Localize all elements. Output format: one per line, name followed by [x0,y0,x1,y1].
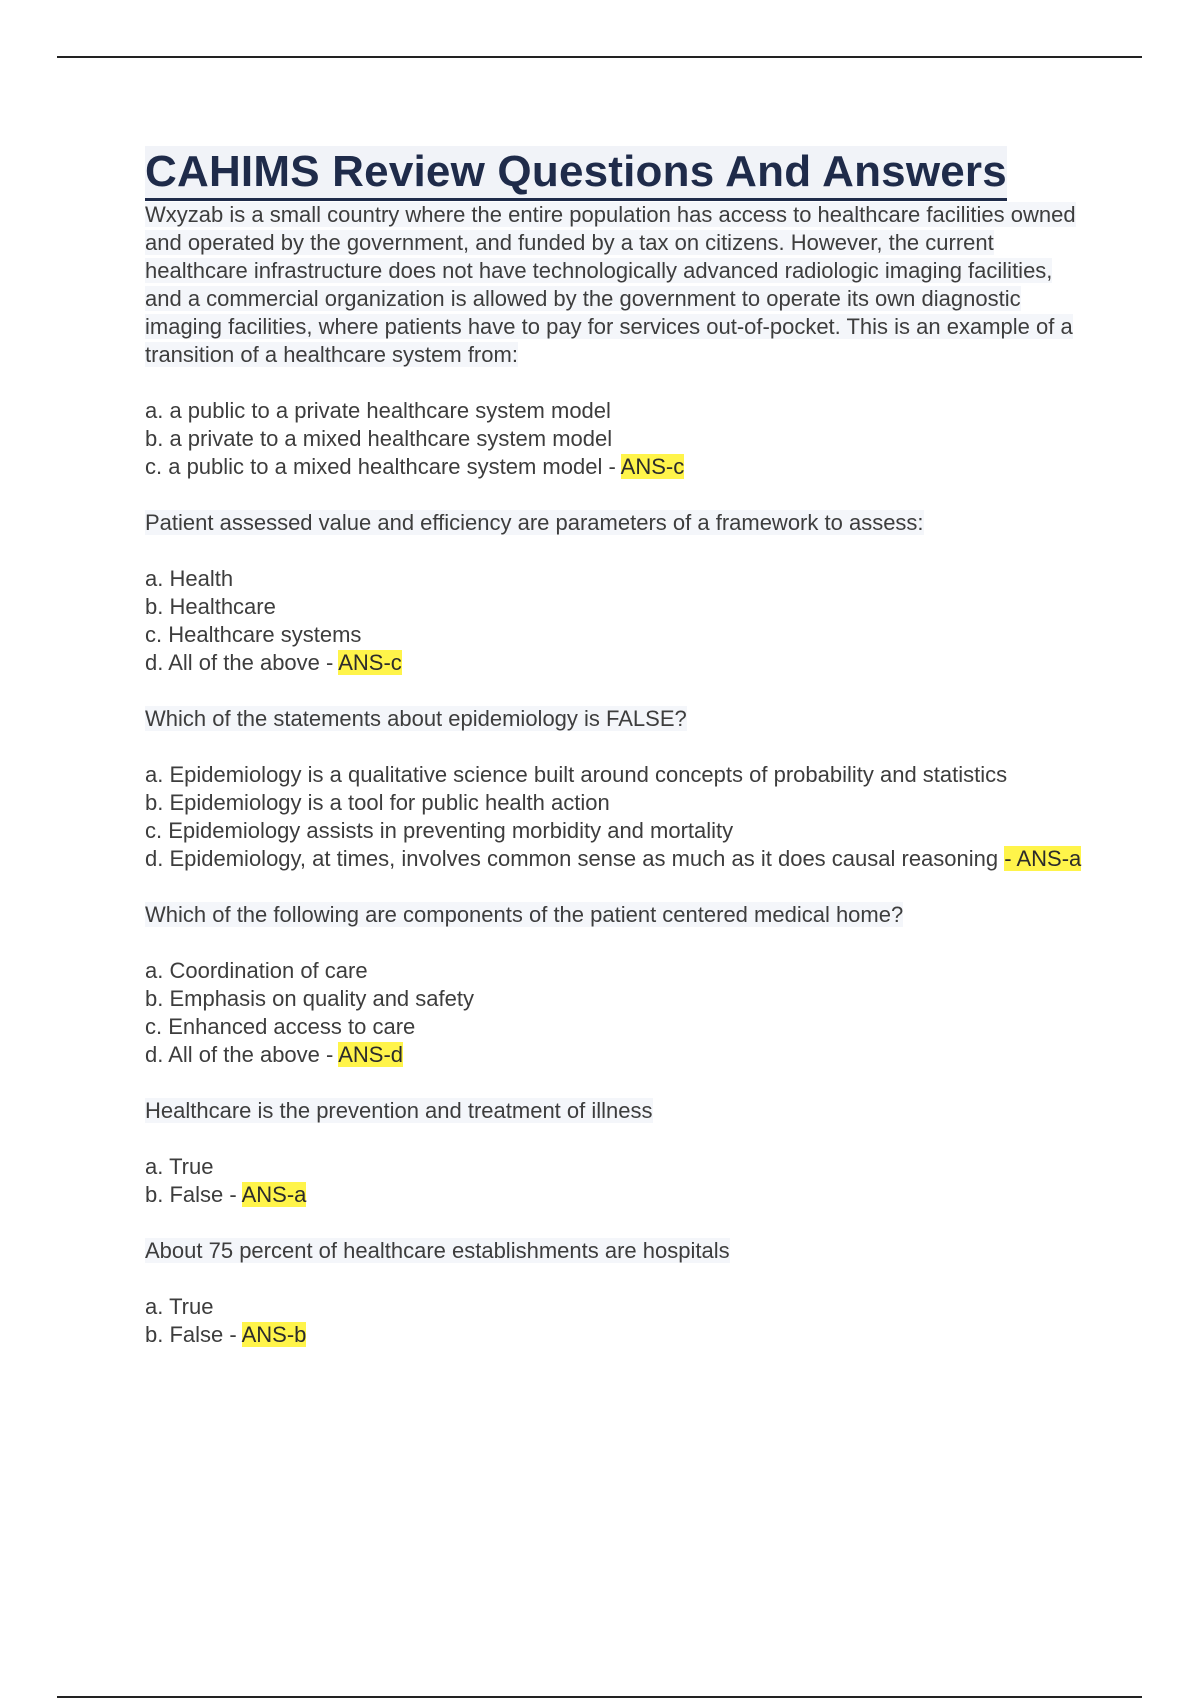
option-b: b. False - ANS-b [145,1322,307,1347]
page-title: CAHIMS Review Questions And Answers [145,146,1007,201]
answer-highlight: ANS-c [620,454,685,479]
question-stem: Wxyzab is a small country where the entire population has access to healthcare facilities owned and operated by the government, and funded by a tax on citizens. However, the current healthcare infrastructure does not have technologically advanced radiologic imaging facilities, and a commercial organization is allowed by the government to operate its own diagnostic imaging facilities, where patients have to pay for services out-of-pocket. This is an example of a transition of a healthcare system from: [145,202,1076,367]
option-c: c. Healthcare systems [145,622,362,647]
answer-options [145,565,1090,677]
option-a: a. Health [145,566,234,591]
top-rule [57,56,1142,58]
answer-options [145,397,1090,481]
option-a: a. Epidemiology is a qualitative science built around concepts of probability and statistics [145,762,1008,787]
answer-highlight: ANS-b [241,1322,307,1347]
option-b: b. False - ANS-a [145,1182,307,1207]
question-5 [145,1097,1090,1209]
question-3 [145,705,1090,873]
answer-options [145,761,1090,873]
question-4 [145,901,1090,1069]
question-1 [145,201,1090,481]
option-c: c. Epidemiology assists in preventing morbidity and mortality [145,818,734,843]
option-a: a. Coordination of care [145,958,368,983]
answer-options [145,957,1090,1069]
option-d: d. All of the above - ANS-c [145,650,402,675]
question-stem: Which of the statements about epidemiology is FALSE? [145,706,687,731]
answer-highlight: ANS-a [241,1182,307,1207]
question-2 [145,509,1090,677]
option-a: a. True [145,1294,214,1319]
option-c: c. Enhanced access to care [145,1014,416,1039]
option-b: b. a private to a mixed healthcare system model [145,426,613,451]
document-body [145,146,1090,1349]
answer-options [145,1293,1090,1349]
bottom-rule [57,1696,1142,1698]
question-stem: About 75 percent of healthcare establishments are hospitals [145,1238,730,1263]
option-d: d. Epidemiology, at times, involves common sense as much as it does causal reasoning - ANS-a [145,846,1082,871]
answer-highlight: ANS-d [338,1042,404,1067]
option-b: b. Healthcare [145,594,276,619]
answer-highlight: ANS-c [338,650,402,675]
question-stem: Healthcare is the prevention and treatment of illness [145,1098,653,1123]
option-a: a. True [145,1154,214,1179]
question-stem: Which of the following are components of the patient centered medical home? [145,902,904,927]
option-d: d. All of the above - ANS-d [145,1042,404,1067]
question-stem: Patient assessed value and efficiency are parameters of a framework to assess: [145,510,924,535]
answer-highlight: - ANS-a [1004,846,1082,871]
option-c: c. a public to a mixed healthcare system model - ANS-c [145,454,685,479]
option-b: b. Emphasis on quality and safety [145,986,474,1011]
question-6 [145,1237,1090,1349]
answer-options [145,1153,1090,1209]
option-b: b. Epidemiology is a tool for public health action [145,790,610,815]
option-a: a. a public to a private healthcare system model [145,398,611,423]
